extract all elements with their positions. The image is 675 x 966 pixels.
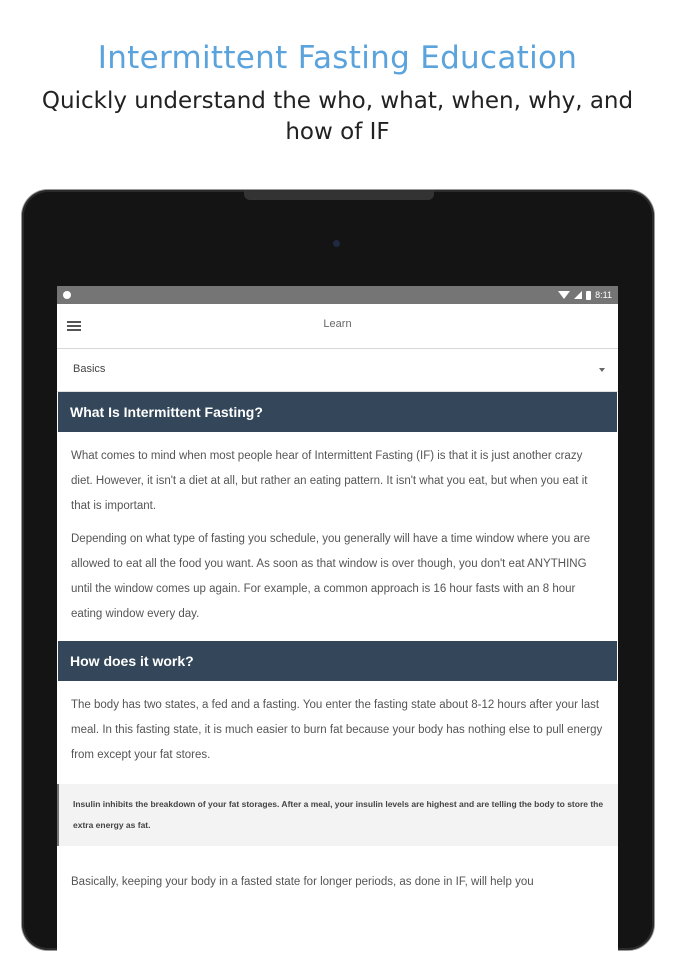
section-heading: How does it work? xyxy=(58,641,617,681)
app-bar xyxy=(57,304,618,349)
status-time: 8:11 xyxy=(595,290,612,300)
promo-subtitle: Quickly understand the who, what, when, why, and how of IF xyxy=(41,88,634,145)
content-scroll[interactable] xyxy=(57,392,618,895)
wifi-icon xyxy=(558,291,570,299)
app-bar-title: Learn xyxy=(323,318,352,330)
paragraph: Depending on what type of fasting you schedule, you generally will have a time window where you are allowed to eat all the food you want. As soon as that window is over though, you don't eat ANYTHING until the window comes up again. For example, a common approach is 16 hour fasts with an 8 hour eating window every day. xyxy=(71,533,591,620)
paragraph: What comes to mind when most people hear of Intermittent Fasting (IF) is that it is just another crazy diet. However, it isn't a diet at all, but rather an eating pattern. It isn't what you eat, but when you eat it that is important. xyxy=(71,450,588,512)
paragraph: Basically, keeping your body in a fasted state for longer periods, as done in IF, will help you xyxy=(71,876,534,888)
status-indicators xyxy=(558,290,612,300)
notification-icon xyxy=(63,291,71,299)
paragraph: The body has two states, a fed and a fasting. You enter the fasting state about 8-12 hours after your last meal. In this fasting state, it is much easier to burn fat because your body has nothing else to pull energy from except your fat stores. xyxy=(71,699,603,761)
category-dropdown[interactable] xyxy=(57,349,618,392)
status-bar xyxy=(57,286,618,304)
section-heading: What Is Intermittent Fasting? xyxy=(58,392,617,432)
tablet-notch xyxy=(244,190,434,200)
tablet-frame xyxy=(22,190,654,950)
chevron-down-icon xyxy=(599,368,605,372)
promo-title: Intermittent Fasting Education xyxy=(97,40,578,76)
dropdown-selected-value: Basics xyxy=(73,363,106,375)
app-screen xyxy=(57,286,618,966)
camera-icon xyxy=(333,240,340,247)
signal-icon xyxy=(574,291,582,299)
callout-quote: Insulin inhibits the breakdown of your fat storages. After a meal, your insulin levels are highest and are telling the body to store the extra energy as fat. xyxy=(57,784,618,846)
battery-icon xyxy=(586,291,591,300)
